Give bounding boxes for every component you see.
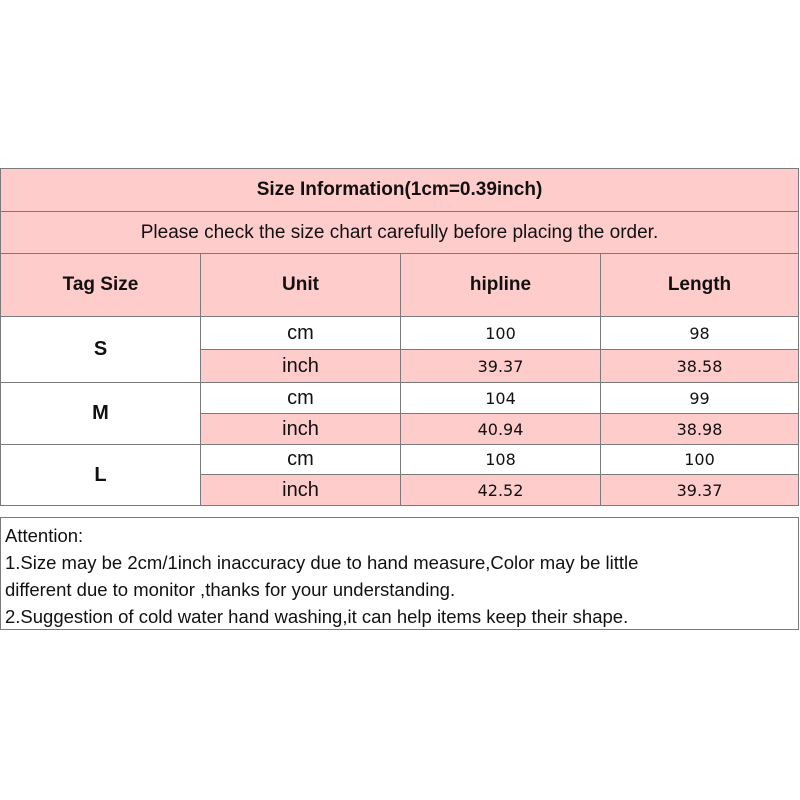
unit-cell: cm xyxy=(200,382,401,414)
attention-line: 2.Suggestion of cold water hand washing,it can help items keep their shape. xyxy=(5,606,629,627)
length-cell: 99 xyxy=(600,382,799,414)
chart-subtitle: Please check the size chart carefully before placing the order. xyxy=(0,211,799,253)
unit-cell: inch xyxy=(200,413,401,445)
unit-cell: inch xyxy=(200,349,401,383)
unit-cell: cm xyxy=(200,444,401,475)
attention-line: 1.Size may be 2cm/1inch inaccuracy due to hand measure,Color may be little xyxy=(5,552,639,573)
header-length: Length xyxy=(600,253,799,317)
unit-cell: cm xyxy=(200,316,401,350)
length-cell: 38.98 xyxy=(600,413,799,445)
header-hipline: hipline xyxy=(400,253,601,317)
hipline-cell: 108 xyxy=(400,444,601,475)
length-cell: 38.58 xyxy=(600,349,799,383)
header-tag-size: Tag Size xyxy=(0,253,201,317)
size-chart xyxy=(0,168,799,630)
length-cell: 39.37 xyxy=(600,474,799,506)
size-tag-m: M xyxy=(0,382,201,445)
hipline-cell: 100 xyxy=(400,316,601,350)
header-unit: Unit xyxy=(200,253,401,317)
hipline-cell: 39.37 xyxy=(400,349,601,383)
length-cell: 100 xyxy=(600,444,799,475)
chart-title: Size Information(1cm=0.39inch) xyxy=(0,168,799,211)
attention-note xyxy=(0,517,799,630)
hipline-cell: 40.94 xyxy=(400,413,601,445)
attention-line: different due to monitor ,thanks for your understanding. xyxy=(5,579,456,600)
size-tag-s: S xyxy=(0,316,201,383)
hipline-cell: 104 xyxy=(400,382,601,414)
attention-heading: Attention: xyxy=(5,525,84,546)
unit-cell: inch xyxy=(200,474,401,506)
hipline-cell: 42.52 xyxy=(400,474,601,506)
length-cell: 98 xyxy=(600,316,799,350)
size-tag-l: L xyxy=(0,444,201,506)
